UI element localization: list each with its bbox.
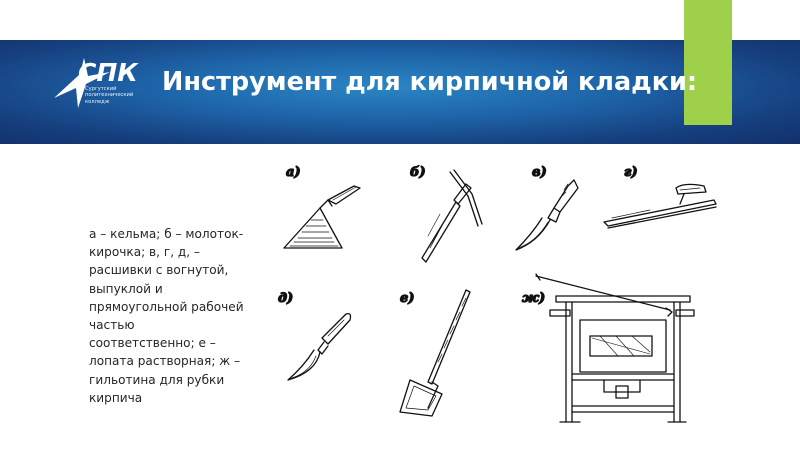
square-jointer-drawing	[288, 314, 351, 380]
trowel-drawing	[284, 186, 360, 248]
mortar-shovel-drawing	[400, 290, 470, 416]
concave-jointer-drawing	[516, 180, 578, 250]
label-b: б)	[410, 165, 426, 180]
tools-illustration	[270, 160, 740, 430]
label-g: г)	[624, 165, 638, 180]
figure-caption: а – кельма; б – молоток-кирочка; в, г, д, – расшивки с вогнутой, выпуклой и прямоугольной рабочей частью соответственно; е – лопата растворная; ж – гильотина для рубки кирпича	[89, 227, 244, 405]
logo-name: СПК	[78, 58, 138, 87]
hammer-pick-drawing	[422, 170, 482, 262]
label-d: д)	[278, 291, 294, 306]
logo-subtitle: Сургутский политехнический колледж	[85, 86, 134, 105]
label-e: е)	[400, 291, 415, 306]
label-v: в)	[532, 165, 547, 180]
label-a: а)	[286, 165, 301, 180]
accent-bar	[684, 0, 732, 125]
slide-title: Инструмент для кирпичной кладки:	[162, 67, 698, 97]
guillotine-drawing	[536, 274, 694, 422]
convex-jointer-drawing	[604, 184, 716, 228]
label-zh: ж)	[522, 291, 546, 306]
